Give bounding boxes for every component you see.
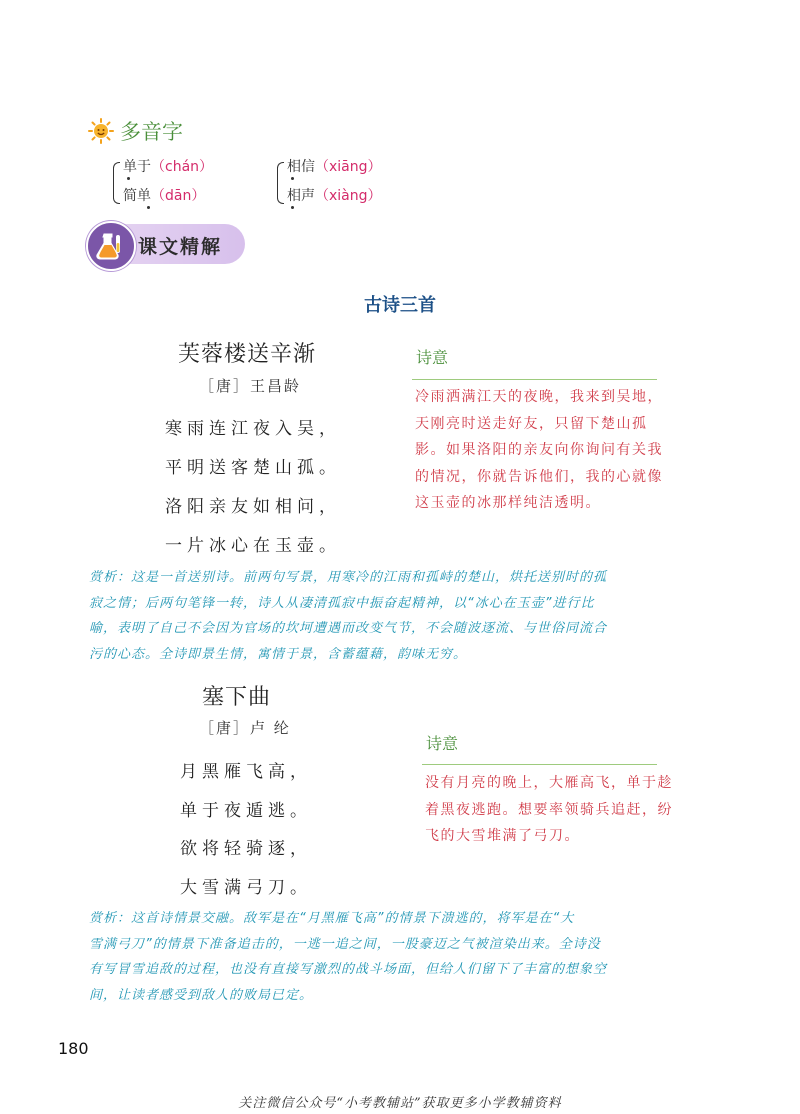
- meaning-line: 影。如果洛阳的亲友向你询问有关我: [415, 442, 663, 458]
- page-number: 180: [58, 1039, 89, 1058]
- polyphonic-word: 简单: [123, 188, 151, 204]
- appreciation-text: [89, 565, 729, 667]
- poem-line: 大雪满弓刀。: [180, 878, 312, 898]
- polyphonic-header: [88, 116, 183, 146]
- section-title: 古诗三首: [364, 295, 436, 316]
- polyphonic-word: 单于: [123, 159, 151, 175]
- appreciation-line: 间，让读者感受到敌人的败局已定。: [89, 987, 314, 1003]
- polyphonic-pinyin: （xiàng）: [315, 188, 382, 204]
- poem-line: 月黑雁飞高，: [180, 762, 312, 782]
- polyphonic-entry: [123, 156, 213, 176]
- appreciation-text: [89, 906, 729, 1008]
- emphasis-dot: [127, 177, 130, 180]
- polyphonic-title: 多音字: [120, 120, 183, 144]
- badge-circle: [86, 221, 136, 271]
- polyphonic-entry: [123, 185, 205, 205]
- poem-line: 一片冰心在玉壶。: [165, 536, 341, 556]
- sun-icon: [88, 118, 114, 144]
- polyphonic-pinyin: （xiāng）: [315, 159, 382, 175]
- brace: [113, 162, 120, 204]
- poem-line: 寒雨连江夜入吴，: [165, 419, 341, 439]
- flask-icon: [88, 223, 134, 269]
- meaning-line: 没有月亮的晚上，大雁高飞，单于趁: [425, 775, 673, 791]
- meaning-line: 天刚亮时送走好友，只留下楚山孤: [415, 415, 648, 432]
- meaning-heading: 诗意: [416, 348, 449, 367]
- poem-author: ［唐］卢 纶: [199, 719, 291, 737]
- appreciation-line: 赏析：这首诗情景交融。敌军是在“月黑雁飞高”的情景下溃逃的，将军是在“大: [89, 911, 575, 926]
- emphasis-dot: [291, 177, 294, 180]
- appreciation-line: 雪满弓刀”的情景下准备追击的，一逃一追之间，一股豪迈之气被渲染出来。全诗没: [89, 936, 601, 952]
- appreciation-line: 寂之情；后两句笔锋一转，诗人从凄清孤寂中振奋起精神，以“冰心在玉壶”进行比: [89, 595, 595, 611]
- poem-line: 洛阳亲友如相问，: [165, 497, 341, 517]
- poem-title: 塞下曲: [202, 685, 272, 710]
- polyphonic-pinyin: （dān）: [151, 188, 206, 204]
- meaning-line: 飞的大雪堆满了弓刀。: [425, 828, 580, 844]
- meaning-line: 这玉壶的冰那样纯洁透明。: [415, 495, 601, 511]
- meaning-line: 着黑夜逃跑。想要率领骑兵追赶，纷: [425, 801, 673, 818]
- meaning-divider: [422, 764, 657, 765]
- poem-author: ［唐］王昌龄: [199, 377, 302, 395]
- appreciation-line: 污的心态。全诗即景生情，寓情于景，含蓄蕴藉，韵味无穷。: [89, 646, 468, 662]
- poem-line: 欲将轻骑逐，: [180, 839, 312, 859]
- polyphonic-word: 相声: [287, 188, 315, 204]
- appreciation-line: 赏析：这是一首送别诗。前两句写景，用寒冷的江雨和孤峙的楚山，烘托送别时的孤: [89, 570, 608, 585]
- brace: [277, 162, 284, 204]
- meaning-divider: [412, 379, 657, 380]
- meaning-text: [415, 384, 663, 517]
- poem-title: 芙蓉楼送辛渐: [178, 342, 317, 367]
- meaning-heading: 诗意: [426, 734, 459, 753]
- emphasis-dot: [291, 206, 294, 209]
- polyphonic-entry: [287, 156, 382, 176]
- poem-line: 平明送客楚山孤。: [165, 458, 341, 478]
- polyphonic-word: 相信: [287, 159, 315, 175]
- section-badge-label: 课文精解: [138, 236, 223, 258]
- meaning-text: [425, 770, 673, 850]
- meaning-line: 的情况，你就告诉他们，我的心就像: [415, 468, 663, 485]
- appreciation-line: 有写冒雪追敌的过程，也没有直接写激烈的战斗场面，但给人们留下了丰富的想象空: [89, 962, 608, 977]
- polyphonic-entry: [287, 185, 382, 205]
- meaning-line: 冷雨洒满江天的夜晚，我来到吴地，: [415, 389, 663, 405]
- polyphonic-pinyin: （chán）: [151, 159, 214, 175]
- footer-note: 关注微信公众号“小考教辅站”获取更多小学教辅资料: [238, 1096, 562, 1111]
- emphasis-dot: [147, 206, 150, 209]
- appreciation-line: 喻，表明了自己不会因为官场的坎坷遭遇而改变气节，不会随波逐流、与世俗同流合: [89, 621, 608, 636]
- poem-line: 单于夜遁逃。: [180, 801, 312, 821]
